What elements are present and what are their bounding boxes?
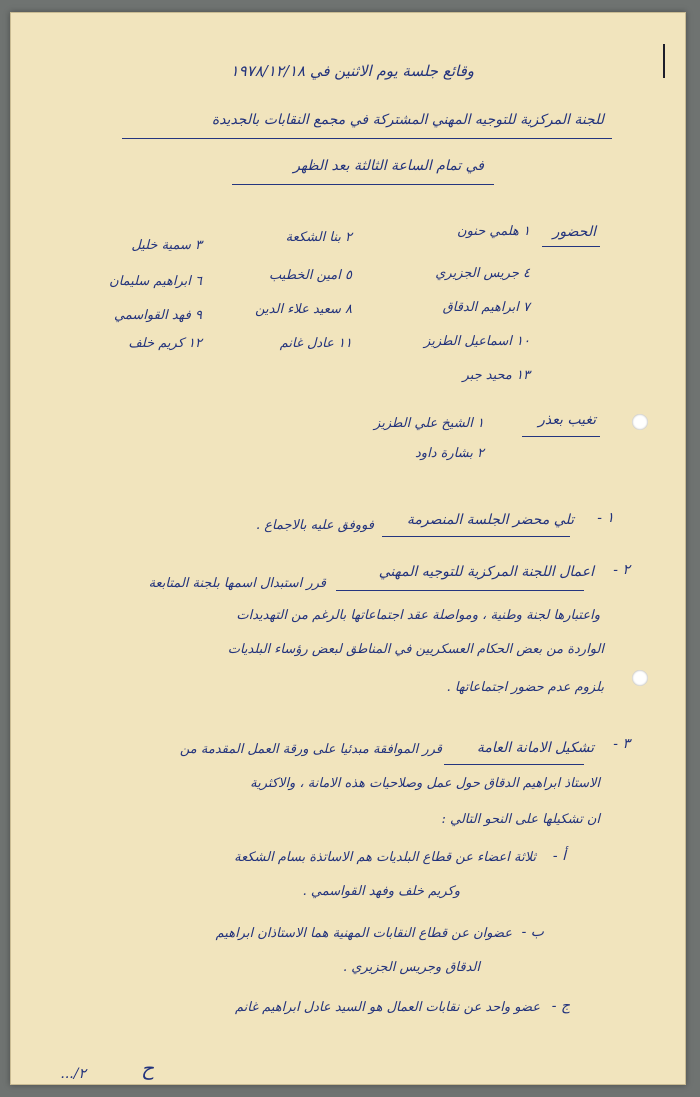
absence-underline — [522, 436, 600, 437]
attendee: ١ هلمي حنون — [457, 224, 530, 239]
minutes-title: وقائع جلسة يوم الاثنين في ١٩٧٨/١٢/١٨ — [230, 62, 474, 80]
absentee: ٢ بشارة داود — [415, 446, 484, 461]
attendee: ٣ سمية خليل — [131, 238, 202, 253]
item-heading-underline — [336, 590, 584, 591]
item-number: ١ - — [597, 510, 614, 526]
attendee: ٩ فهد القواسمي — [114, 308, 202, 323]
attendee: ١٣ محيد جبر — [462, 368, 530, 383]
document-page — [10, 12, 686, 1085]
item-heading-underline — [444, 764, 584, 765]
item-lead: قرر الموافقة مبدئيا على ورقة العمل المقدمة من — [179, 742, 442, 757]
attendee: ٢ بنا الشكعة — [285, 230, 352, 245]
subitem-line: ثلاثة اعضاء عن قطاع البلديات هم الاساتذة بسام الشكعة — [234, 850, 536, 865]
initials: ح — [141, 1056, 154, 1080]
attendance-label: الحضور — [552, 224, 596, 240]
subitem-marker: أ - — [552, 848, 566, 864]
attendee: ٨ سعيد علاء الدين — [255, 302, 352, 317]
item-line: الاستاذ ابراهيم الدقاق حول عمل وصلاحيات هذه الامانة ، والاكثرية — [250, 776, 600, 791]
item-heading-underline — [382, 536, 570, 537]
absence-label: تغيب بعذر — [538, 412, 596, 428]
time-underline — [232, 184, 494, 185]
subitem-line: عضوان عن قطاع النقابات المهنية هما الاستاذان ابراهيم — [215, 926, 512, 941]
punch-hole — [632, 414, 648, 430]
subitem-line: عضو واحد عن نقابات العمال هو السيد عادل ابراهيم غانم — [235, 1000, 540, 1015]
item-number: ٢ - — [613, 562, 630, 578]
page-number: ٢/... — [60, 1066, 86, 1082]
committee-underline — [122, 138, 612, 139]
attendee: ٦ ابراهيم سليمان — [109, 274, 202, 289]
item-lead: قرر استبدال اسمها بلجنة المتابعة — [148, 576, 326, 591]
subitem-marker: ب - — [521, 924, 544, 940]
attendee: ١١ عادل غانم — [279, 336, 352, 351]
item-line: الواردة من بعض الحكام العسكريين في المناطق لبعض رؤساء البلديات — [227, 642, 604, 657]
item-line: بلزوم عدم حضور اجتماعاتها . — [446, 680, 604, 695]
item-line: ان تشكيلها على النحو التالي : — [441, 812, 600, 827]
attendee: ٧ ابراهيم الدقاق — [442, 300, 530, 315]
absentee: ١ الشيخ علي الطزيز — [374, 416, 484, 431]
committee-title: للجنة المركزية للتوجيه المهني المشتركة في مجمع النقابات بالجديدة — [211, 112, 604, 128]
subitem-line: الدقاق وجريس الجزيري . — [343, 960, 480, 975]
meeting-time: في تمام الساعة الثالثة بعد الظهر — [293, 158, 484, 174]
item-line: واعتبارها لجنة وطنية ، ومواصلة عقد اجتماعاتها بالرغم من التهديدات — [236, 608, 600, 623]
attendee: ٤ جريس الجزيري — [435, 266, 530, 281]
item-heading: تلي محضر الجلسة المنصرمة — [406, 512, 574, 528]
punch-hole — [632, 670, 648, 686]
attendee: ١٠ اسماعيل الطزيز — [424, 334, 530, 349]
item-heading: تشكيل الامانة العامة — [476, 740, 594, 756]
item-line: فووفق عليه بالاجماع . — [255, 518, 374, 533]
item-number: ٣ - — [613, 736, 630, 752]
subitem-line: وكريم خلف وفهد القواسمي . — [302, 884, 460, 899]
attendee: ١٢ كريم خلف — [128, 336, 202, 351]
attendee: ٥ امين الخطيب — [269, 268, 352, 283]
subitem-marker: ج - — [551, 998, 570, 1014]
attendance-underline — [542, 246, 600, 247]
page-edge-mark — [663, 44, 665, 78]
item-heading: اعمال اللجنة المركزية للتوجيه المهني — [378, 564, 594, 580]
